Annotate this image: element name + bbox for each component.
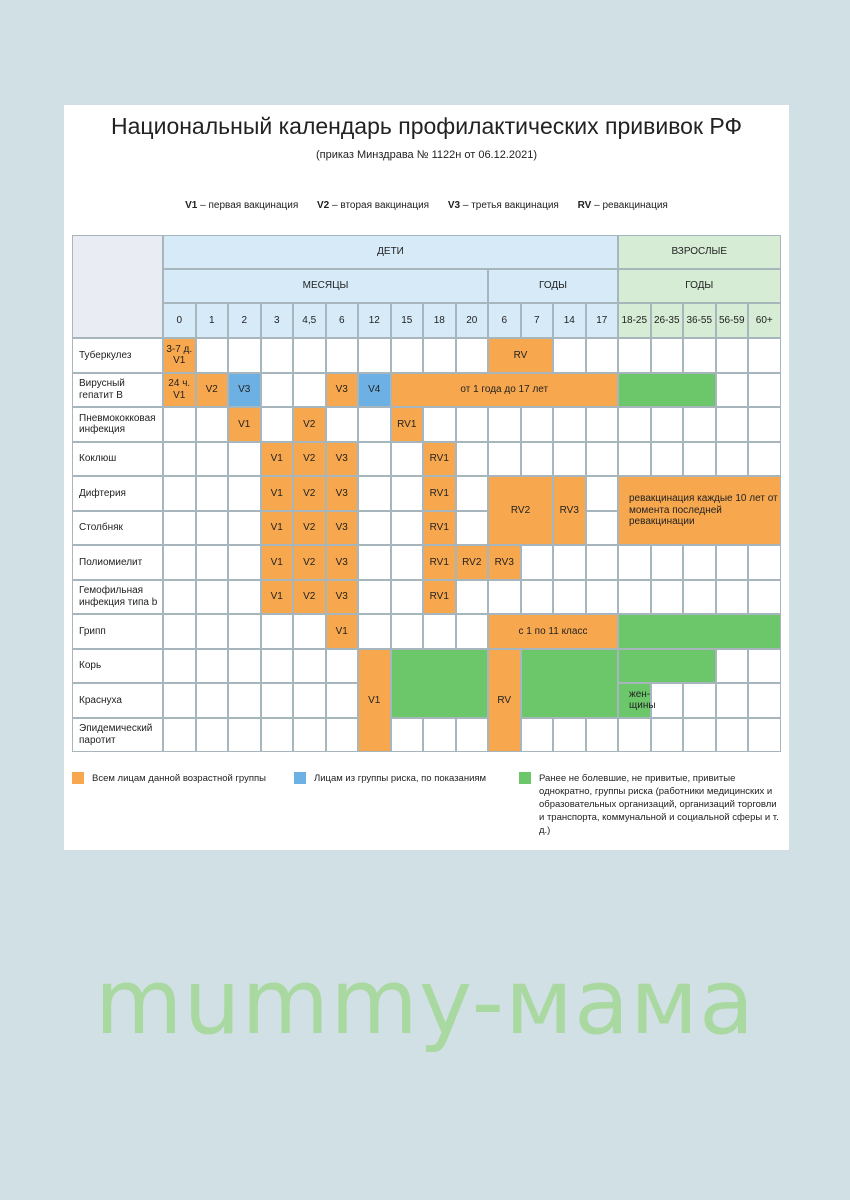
vaccination-calendar-card: [64, 105, 789, 850]
empty-cell: [228, 614, 261, 649]
empty-cell: [553, 580, 586, 615]
empty-cell: [716, 442, 749, 477]
empty-cell: [326, 407, 359, 442]
legend-green-text: Ранее не болевшие, не привитые, привитые однократно, группы риска (работники медицинских и образовательных организаций, организаций торговли и транспорта, коммунальной и социальной сферы и т. д.): [539, 773, 779, 836]
disease-name: Дифтерия: [72, 476, 163, 511]
empty-cell: [716, 338, 749, 373]
schedule-cell: V2: [293, 545, 326, 580]
empty-cell: [586, 545, 619, 580]
age-column-header: 7: [521, 303, 554, 338]
empty-cell: [586, 442, 619, 477]
empty-cell: [748, 545, 781, 580]
empty-cell: [748, 683, 781, 718]
empty-cell: [456, 718, 489, 753]
legend-text: – ревакцинация: [591, 200, 668, 211]
empty-cell: [423, 338, 456, 373]
empty-cell: [456, 580, 489, 615]
empty-cell: [196, 683, 229, 718]
empty-cell: [293, 373, 326, 408]
empty-cell: [553, 545, 586, 580]
age-column-header: 1: [196, 303, 229, 338]
schedule-cell: ревакцинация каждые 10 лет от момента последней ревакцинации: [618, 476, 781, 545]
empty-cell: [651, 338, 684, 373]
empty-cell: [228, 442, 261, 477]
schedule-cell: V3: [326, 476, 359, 511]
watermark-logo: mummy-мама: [94, 950, 756, 1055]
empty-cell: [391, 614, 424, 649]
empty-cell: [423, 718, 456, 753]
empty-cell: [748, 407, 781, 442]
empty-cell: [618, 338, 651, 373]
page-title: Национальный календарь профилактических прививок РФ: [111, 113, 742, 139]
empty-cell: [683, 545, 716, 580]
age-column-header: 15: [391, 303, 424, 338]
empty-cell: [651, 407, 684, 442]
empty-cell: [163, 511, 196, 546]
empty-cell: [521, 442, 554, 477]
empty-cell: [683, 718, 716, 753]
schedule-cell: [618, 373, 716, 408]
schedule-cell: RV3: [488, 545, 521, 580]
schedule-cell: V4: [358, 373, 391, 408]
age-column-header: 17: [586, 303, 619, 338]
orange-swatch: [72, 772, 84, 784]
disease-name: Корь: [72, 649, 163, 684]
empty-cell: [261, 718, 294, 753]
empty-cell: [456, 407, 489, 442]
empty-cell: [683, 580, 716, 615]
empty-cell: [586, 718, 619, 753]
empty-cell: [391, 442, 424, 477]
empty-cell: [228, 338, 261, 373]
header-children: ДЕТИ: [163, 235, 618, 269]
empty-cell: [716, 545, 749, 580]
age-column-header: 4,5: [293, 303, 326, 338]
empty-cell: [261, 338, 294, 373]
empty-cell: [293, 338, 326, 373]
empty-cell: [196, 718, 229, 753]
empty-cell: [716, 683, 749, 718]
empty-cell: [456, 511, 489, 546]
empty-cell: [261, 649, 294, 684]
schedule-cell: RV2: [488, 476, 553, 545]
empty-cell: [196, 407, 229, 442]
empty-cell: [456, 442, 489, 477]
page-subtitle: (приказ Минздрава № 1122н от 06.12.2021): [315, 149, 538, 161]
age-column-header: 36-55: [683, 303, 716, 338]
disease-name: Туберкулез: [72, 338, 163, 373]
empty-cell: [391, 718, 424, 753]
legend-text: – третья вакцинация: [460, 200, 559, 211]
empty-cell: [391, 511, 424, 546]
empty-cell: [618, 580, 651, 615]
empty-cell: [651, 718, 684, 753]
empty-cell: [196, 580, 229, 615]
empty-cell: [586, 511, 619, 546]
schedule-cell: V2: [293, 580, 326, 615]
empty-cell: [196, 649, 229, 684]
empty-cell: [716, 649, 749, 684]
empty-cell: [293, 683, 326, 718]
empty-cell: [716, 407, 749, 442]
schedule-cell: RV1: [423, 545, 456, 580]
vaccination-schedule-table: [72, 235, 780, 753]
empty-cell: [293, 718, 326, 753]
empty-cell: [163, 718, 196, 753]
empty-cell: [163, 407, 196, 442]
empty-cell: [261, 614, 294, 649]
empty-cell: [228, 683, 261, 718]
empty-cell: [521, 407, 554, 442]
legend-code: V2: [317, 200, 330, 211]
empty-cell: [716, 373, 749, 408]
empty-cell: [358, 614, 391, 649]
empty-cell: [163, 545, 196, 580]
empty-cell: [456, 338, 489, 373]
empty-cell: [423, 407, 456, 442]
empty-cell: [488, 407, 521, 442]
age-column-header: 60+: [748, 303, 781, 338]
schedule-cell: RV3: [553, 476, 586, 545]
disease-name: Эпидемический паротит: [72, 718, 163, 753]
empty-cell: [163, 683, 196, 718]
schedule-cell: RV: [488, 338, 553, 373]
empty-cell: [196, 614, 229, 649]
disease-name: Краснуха: [72, 683, 163, 718]
empty-cell: [391, 580, 424, 615]
disease-name: Столбняк: [72, 511, 163, 546]
schedule-cell: RV: [488, 649, 521, 753]
schedule-cell: V2: [293, 476, 326, 511]
schedule-cell: V3: [228, 373, 261, 408]
age-column-header: 14: [553, 303, 586, 338]
empty-cell: [228, 580, 261, 615]
legend-code: V3: [447, 200, 461, 211]
color-legend: [72, 770, 784, 845]
empty-cell: [391, 476, 424, 511]
schedule-cell: RV1: [391, 407, 424, 442]
empty-cell: [553, 718, 586, 753]
empty-cell: [228, 545, 261, 580]
empty-cell: [326, 683, 359, 718]
empty-cell: [488, 442, 521, 477]
schedule-cell: RV1: [423, 580, 456, 615]
empty-cell: [651, 580, 684, 615]
empty-cell: [163, 649, 196, 684]
empty-cell: [521, 545, 554, 580]
header-months: МЕСЯЦЫ: [163, 269, 488, 303]
empty-cell: [683, 407, 716, 442]
schedule-cell: V1: [326, 614, 359, 649]
empty-cell: [488, 580, 521, 615]
empty-cell: [651, 442, 684, 477]
legend-v3: [448, 200, 559, 211]
disease-name: Полиомиелит: [72, 545, 163, 580]
empty-cell: [228, 649, 261, 684]
empty-cell: [748, 718, 781, 753]
schedule-cell: [618, 614, 781, 649]
empty-cell: [586, 580, 619, 615]
age-column-header: 3: [261, 303, 294, 338]
schedule-cell: V1: [358, 649, 391, 753]
legend-text: – первая вакцинация: [197, 200, 299, 211]
empty-cell: [228, 476, 261, 511]
empty-cell: [391, 545, 424, 580]
blue-swatch: [294, 772, 306, 784]
empty-cell: [358, 407, 391, 442]
empty-cell: [196, 545, 229, 580]
schedule-cell: V1: [228, 407, 261, 442]
empty-cell: [358, 545, 391, 580]
empty-cell: [358, 580, 391, 615]
header-years: ГОДЫ: [488, 269, 618, 303]
header-adult-years: ГОДЫ: [618, 269, 781, 303]
empty-cell: [358, 442, 391, 477]
empty-cell: [553, 407, 586, 442]
empty-cell: [391, 338, 424, 373]
empty-cell: [618, 545, 651, 580]
empty-cell: [748, 373, 781, 408]
schedule-cell: жен-щины: [618, 683, 651, 718]
schedule-cell: V3: [326, 373, 359, 408]
empty-cell: [358, 476, 391, 511]
legend-text: – вторая вакцинация: [329, 200, 430, 211]
schedule-cell: V3: [326, 511, 359, 546]
green-swatch: [519, 772, 531, 784]
empty-cell: [521, 580, 554, 615]
empty-cell: [196, 338, 229, 373]
empty-cell: [553, 338, 586, 373]
empty-cell: [196, 511, 229, 546]
empty-cell: [716, 580, 749, 615]
empty-cell: [618, 442, 651, 477]
empty-cell: [163, 476, 196, 511]
schedule-cell: RV1: [423, 511, 456, 546]
empty-cell: [358, 338, 391, 373]
legend-blue-text: Лицам из группы риска, по показаниям: [314, 773, 487, 784]
empty-cell: [261, 373, 294, 408]
empty-cell: [228, 718, 261, 753]
empty-cell: [326, 649, 359, 684]
empty-cell: [163, 442, 196, 477]
schedule-cell: RV2: [456, 545, 489, 580]
empty-cell: [326, 338, 359, 373]
age-column-header: 0: [163, 303, 196, 338]
schedule-cell: [618, 649, 716, 684]
age-column-header: 20: [456, 303, 489, 338]
disease-name: Грипп: [72, 614, 163, 649]
legend-code: V1: [185, 200, 198, 211]
schedule-cell: V3: [326, 442, 359, 477]
legend-code: RV: [577, 200, 592, 211]
schedule-cell: [391, 649, 489, 718]
schedule-cell: RV1: [423, 442, 456, 477]
age-column-header: 12: [358, 303, 391, 338]
empty-cell: [261, 407, 294, 442]
disease-name: Вирусный гепатит В: [72, 373, 163, 408]
empty-cell: [618, 407, 651, 442]
empty-cell: [228, 511, 261, 546]
empty-cell: [293, 614, 326, 649]
empty-cell: [586, 476, 619, 511]
abbreviation-legend: [64, 200, 789, 211]
schedule-cell: V3: [326, 545, 359, 580]
empty-cell: [683, 683, 716, 718]
empty-cell: [651, 545, 684, 580]
empty-cell: [748, 442, 781, 477]
legend-v1: [185, 200, 298, 211]
legend-orange-text: Всем лицам данной возрастной группы: [92, 773, 266, 784]
header-disease-column: [72, 235, 163, 338]
empty-cell: [748, 580, 781, 615]
empty-cell: [683, 338, 716, 373]
schedule-cell: V1: [261, 476, 294, 511]
schedule-cell: [521, 649, 619, 718]
schedule-cell: V3: [326, 580, 359, 615]
empty-cell: [423, 614, 456, 649]
empty-cell: [521, 718, 554, 753]
empty-cell: [586, 338, 619, 373]
schedule-cell: V1: [261, 580, 294, 615]
empty-cell: [456, 476, 489, 511]
empty-cell: [196, 442, 229, 477]
schedule-cell: V2: [293, 442, 326, 477]
age-column-header: 6: [326, 303, 359, 338]
schedule-cell: 3-7 д. V1: [163, 338, 196, 373]
schedule-cell: 24 ч. V1: [163, 373, 196, 408]
schedule-cell: V2: [293, 511, 326, 546]
schedule-cell: с 1 по 11 класс: [488, 614, 618, 649]
empty-cell: [586, 407, 619, 442]
empty-cell: [163, 580, 196, 615]
legend-v2: [317, 200, 429, 211]
schedule-cell: V2: [196, 373, 229, 408]
schedule-cell: от 1 года до 17 лет: [391, 373, 619, 408]
age-column-header: 26-35: [651, 303, 684, 338]
age-column-header: 6: [488, 303, 521, 338]
empty-cell: [261, 683, 294, 718]
empty-cell: [196, 476, 229, 511]
empty-cell: [456, 614, 489, 649]
legend-rv: [578, 200, 668, 211]
schedule-cell: V1: [261, 545, 294, 580]
empty-cell: [163, 614, 196, 649]
empty-cell: [716, 718, 749, 753]
disease-name: Пневмококковая инфекция: [72, 407, 163, 442]
empty-cell: [683, 442, 716, 477]
header-adults: ВЗРОСЛЫЕ: [618, 235, 781, 269]
empty-cell: [553, 442, 586, 477]
schedule-cell: V2: [293, 407, 326, 442]
empty-cell: [326, 718, 359, 753]
disease-name: Коклюш: [72, 442, 163, 477]
age-column-header: 18-25: [618, 303, 651, 338]
empty-cell: [618, 718, 651, 753]
age-column-header: 56-59: [716, 303, 749, 338]
schedule-cell: V1: [261, 442, 294, 477]
schedule-cell: V1: [261, 511, 294, 546]
empty-cell: [293, 649, 326, 684]
empty-cell: [358, 511, 391, 546]
schedule-cell: RV1: [423, 476, 456, 511]
disease-name: Гемофильная инфекция типа b: [72, 580, 163, 615]
age-column-header: 2: [228, 303, 261, 338]
empty-cell: [748, 649, 781, 684]
age-column-header: 18: [423, 303, 456, 338]
empty-cell: [748, 338, 781, 373]
